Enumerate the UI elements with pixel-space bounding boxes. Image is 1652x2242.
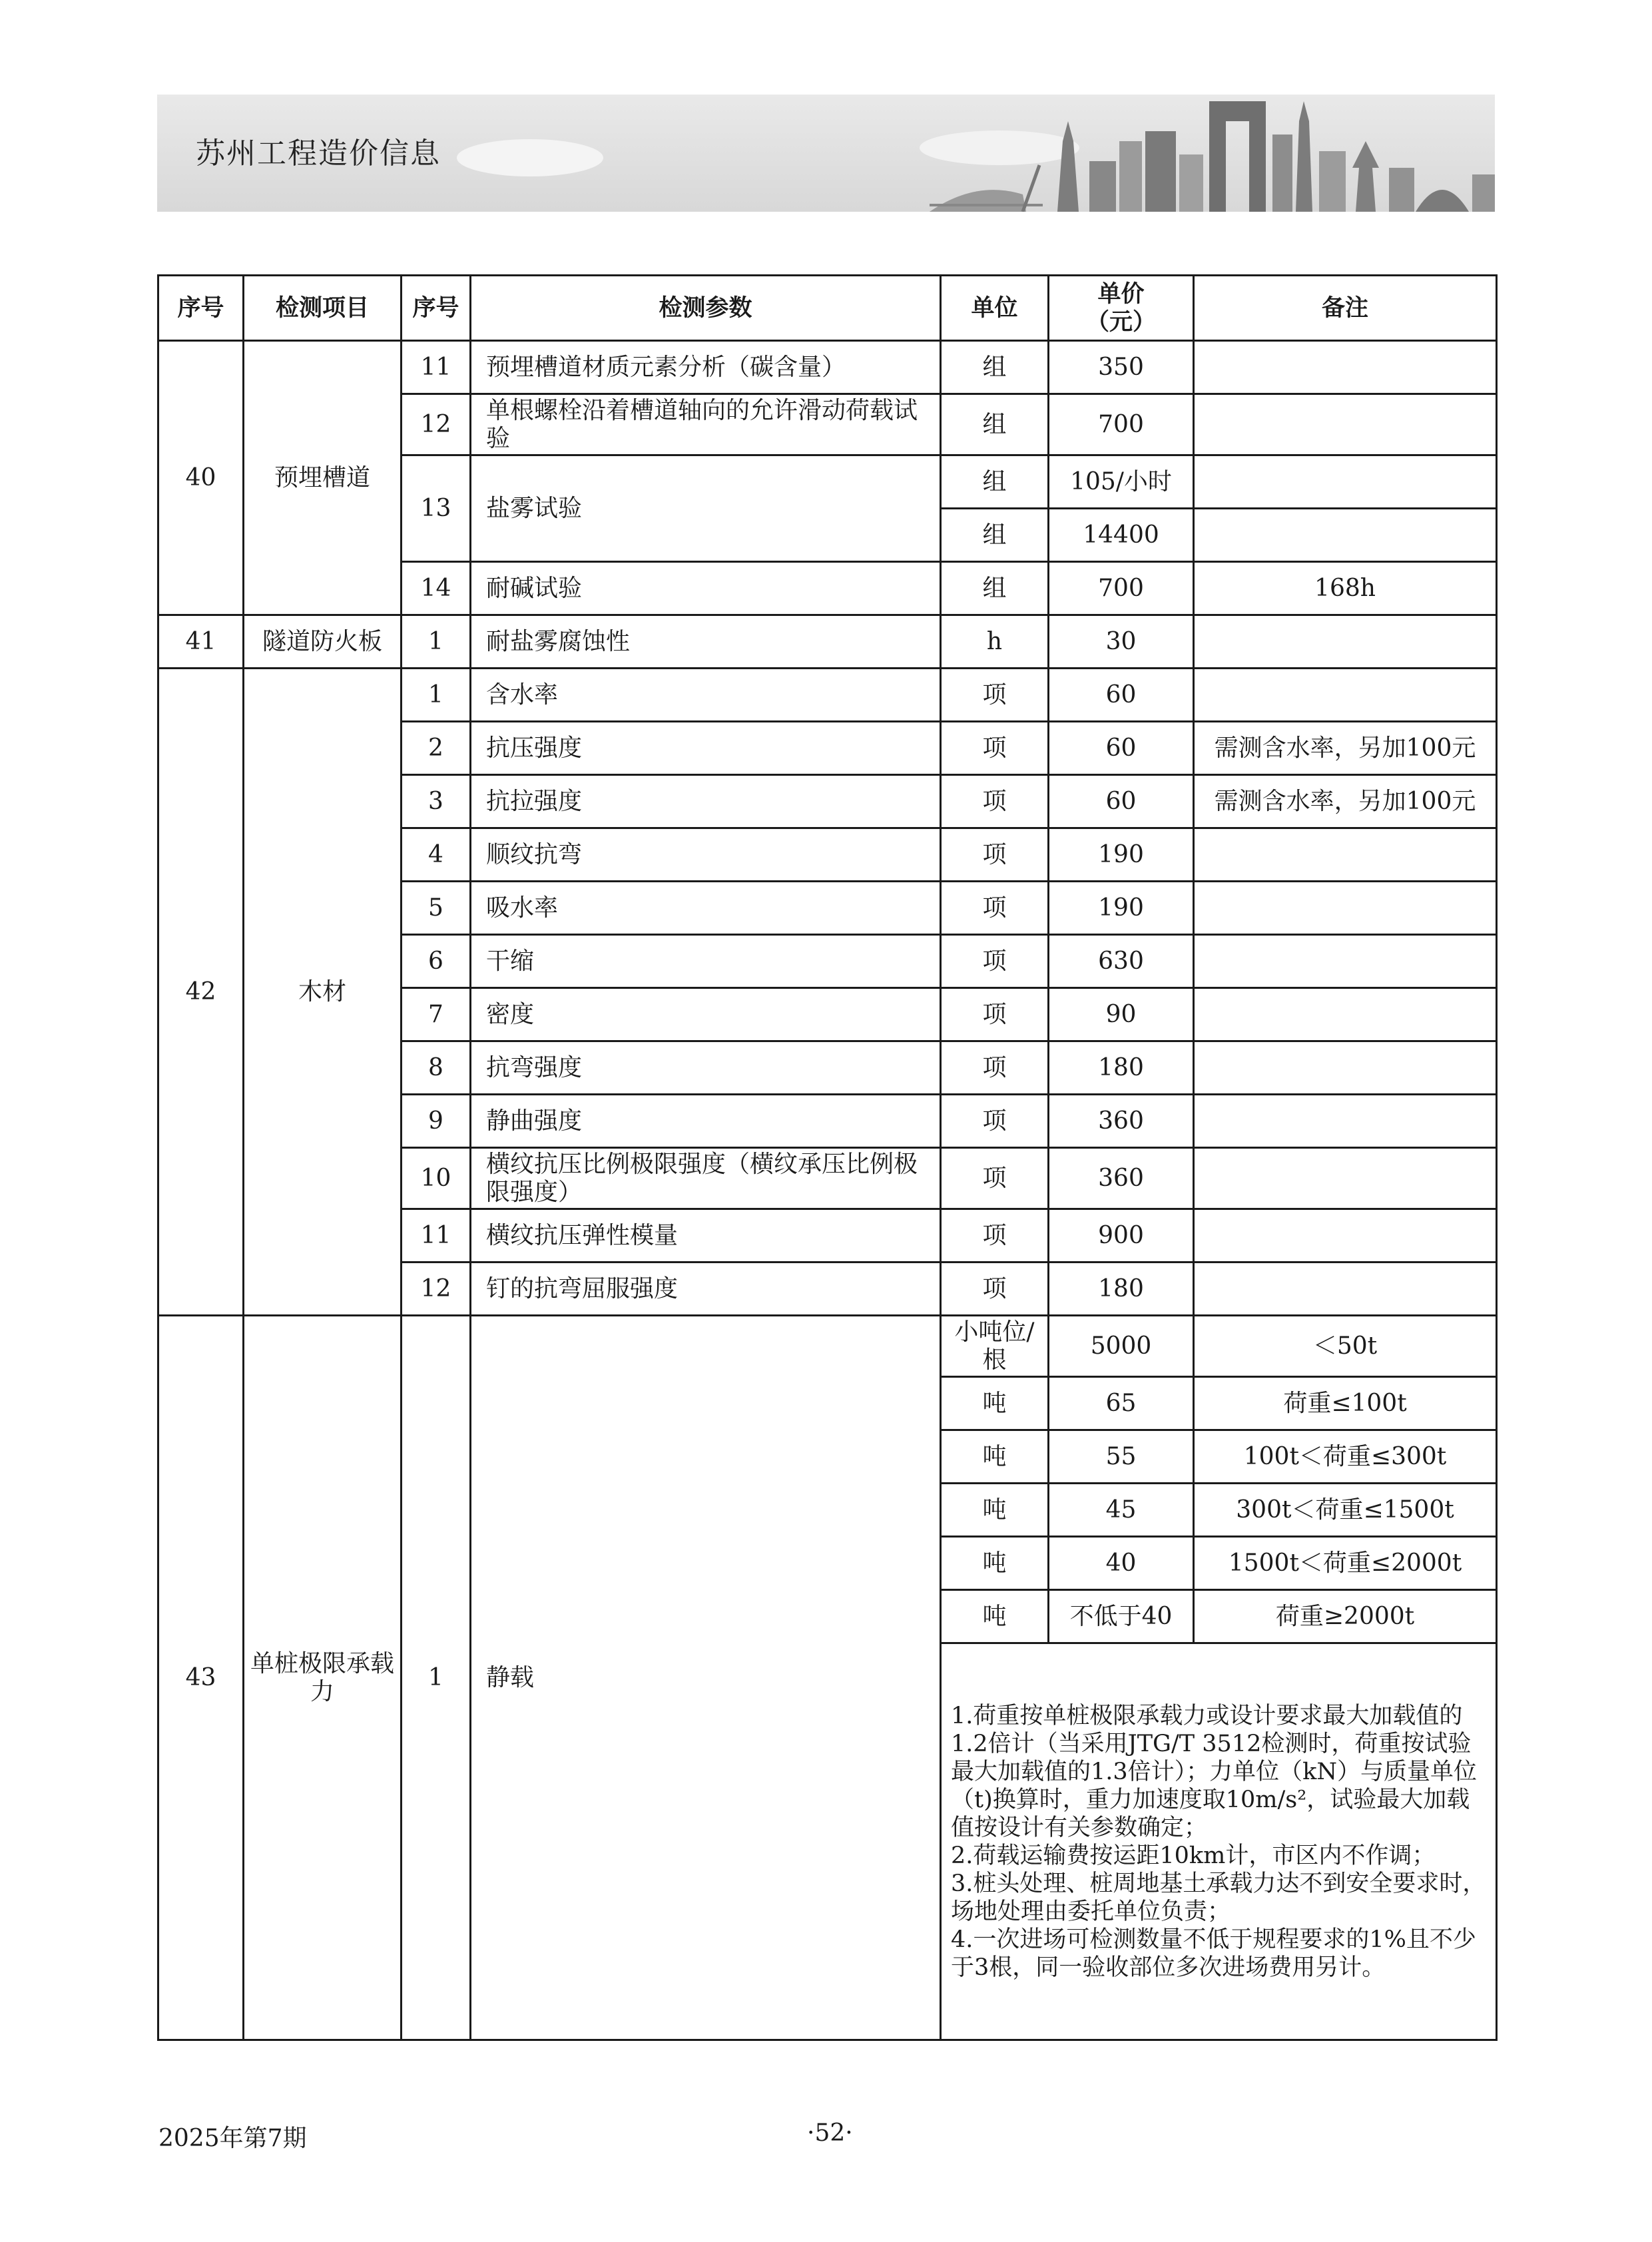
sub-no: 11 [402,1209,471,1262]
sub-no: 3 [402,775,471,828]
unit: 组 [941,341,1049,394]
table-header-row [158,276,1497,341]
unit: 组 [941,455,1049,509]
price: 900 [1049,1209,1194,1262]
param: 含水率 [471,669,941,722]
unit: 项 [941,1262,1049,1316]
price: 700 [1049,394,1194,455]
col-header-no: 序号 [158,276,244,341]
note [1194,1262,1497,1316]
sub-no: 1 [402,615,471,669]
param: 横纹抗压比例极限强度（横纹承压比例极限强度） [471,1148,941,1209]
col-header-unit: 单位 [941,276,1049,341]
price: 60 [1049,775,1194,828]
sub-no: 11 [402,341,471,394]
param: 耐碱试验 [471,562,941,615]
param: 密度 [471,988,941,1041]
footer-issue: 2025年第7期 [158,2125,307,2152]
note [1194,509,1497,562]
param: 静曲强度 [471,1095,941,1148]
price: 60 [1049,669,1194,722]
price: 65 [1049,1377,1194,1430]
price: 30 [1049,615,1194,669]
note [1194,988,1497,1041]
price-table [157,274,1498,2041]
footer-page-number: ·52· [807,2119,853,2147]
publication-title: 苏州工程造价信息 [196,137,441,170]
sub-no: 12 [402,394,471,455]
unit: 吨 [941,1430,1049,1484]
price: 90 [1049,988,1194,1041]
note [1194,669,1497,722]
unit: 吨 [941,1590,1049,1643]
unit: 吨 [941,1377,1049,1430]
note: 荷重≥2000t [1194,1590,1497,1643]
table-row [158,341,1497,394]
unit: 小吨位/根 [941,1316,1049,1377]
param: 干缩 [471,935,941,988]
note [1194,882,1497,935]
col-header-param: 检测参数 [471,276,941,341]
param: 吸水率 [471,882,941,935]
bridge-shape [930,190,1026,212]
unit: 项 [941,988,1049,1041]
note: ＜50t [1194,1316,1497,1377]
price: 40 [1049,1537,1194,1590]
price: 5000 [1049,1316,1194,1377]
price: 不低于40 [1049,1590,1194,1643]
sub-no: 1 [402,1316,471,2040]
param: 单根螺栓沿着槽道轴向的允许滑动荷载试验 [471,394,941,455]
sub-no: 14 [402,562,471,615]
note [1194,935,1497,988]
unit: 项 [941,828,1049,882]
price: 630 [1049,935,1194,988]
note [1194,1148,1497,1209]
group-item: 木材 [244,669,402,1316]
param: 静载 [471,1316,941,2040]
group-item: 单桩极限承载力 [244,1316,402,2040]
price: 45 [1049,1484,1194,1537]
sub-no: 5 [402,882,471,935]
unit: 项 [941,935,1049,988]
sub-no: 12 [402,1262,471,1316]
table-row [158,1316,1497,1377]
param: 耐盐雾腐蚀性 [471,615,941,669]
price: 55 [1049,1430,1194,1484]
sub-no: 9 [402,1095,471,1148]
param: 抗弯强度 [471,1041,941,1095]
sub-no: 13 [402,455,471,562]
price: 180 [1049,1041,1194,1095]
price: 350 [1049,341,1194,394]
group-no: 43 [158,1316,244,2040]
note: 1500t＜荷重≤2000t [1194,1537,1497,1590]
table-row [158,615,1497,669]
price: 190 [1049,882,1194,935]
col-header-item: 检测项目 [244,276,402,341]
note [1194,394,1497,455]
param: 横纹抗压弹性模量 [471,1209,941,1262]
note: 需测含水率，另加100元 [1194,775,1497,828]
unit: 吨 [941,1537,1049,1590]
unit: 项 [941,1095,1049,1148]
pagoda-shape [1057,121,1079,212]
sub-no: 7 [402,988,471,1041]
note: 荷重≤100t [1194,1377,1497,1430]
param: 钉的抗弯屈服强度 [471,1262,941,1316]
unit: 项 [941,722,1049,775]
param: 预埋槽道材质元素分析（碳含量） [471,341,941,394]
sub-no: 8 [402,1041,471,1095]
remark-line: 4.一次进场可检测数量不低于规程要求的1%且不少于3根，同一验收部位多次进场费用另计。 [951,1926,1476,1981]
sub-no: 4 [402,828,471,882]
note: 168h [1194,562,1497,615]
table-row [158,669,1497,722]
price: 14400 [1049,509,1194,562]
price: 360 [1049,1148,1194,1209]
tower-gate-shape [1209,101,1266,212]
sub-no: 6 [402,935,471,988]
price: 60 [1049,722,1194,775]
note: 需测含水率，另加100元 [1194,722,1497,775]
unit: 吨 [941,1484,1049,1537]
unit: 项 [941,1041,1049,1095]
unit: h [941,615,1049,669]
price: 360 [1049,1095,1194,1148]
sub-no: 10 [402,1148,471,1209]
note [1194,828,1497,882]
price: 105/小时 [1049,455,1194,509]
unit: 组 [941,394,1049,455]
group-no: 42 [158,669,244,1316]
group-no: 40 [158,341,244,615]
unit: 项 [941,1209,1049,1262]
param: 顺纹抗弯 [471,828,941,882]
note [1194,1209,1497,1262]
note: 100t＜荷重≤300t [1194,1430,1497,1484]
note [1194,341,1497,394]
price: 700 [1049,562,1194,615]
param: 抗压强度 [471,722,941,775]
remark-line: 2.荷载运输费按运距10km计，市区内不作调； [951,1842,1436,1869]
remarks-cell [941,1643,1497,2040]
sub-no: 1 [402,669,471,722]
price: 190 [1049,828,1194,882]
note [1194,1095,1497,1148]
sub-no: 2 [402,722,471,775]
header-banner [157,95,1495,212]
unit: 组 [941,509,1049,562]
group-item: 隧道防火板 [244,615,402,669]
cloud-shape [457,139,603,176]
note: 300t＜荷重≤1500t [1194,1484,1497,1537]
cloud-shape [920,131,1079,165]
note [1194,455,1497,509]
col-header-subno: 序号 [402,276,471,341]
price: 180 [1049,1262,1194,1316]
param: 抗拉强度 [471,775,941,828]
unit: 项 [941,669,1049,722]
group-item: 预埋槽道 [244,341,402,615]
unit: 项 [941,882,1049,935]
group-no: 41 [158,615,244,669]
col-header-price: 单价（元） [1049,276,1194,341]
remark-line: 1.荷重按单桩极限承载力或设计要求最大加载值的1.2倍计（当采用JTG/T 3512检测时，荷重按试验最大加载值的1.3倍计）；力单位（kN）与质量单位（t)换算时，重力加速度取10m/s²，试验最大加载值按设计有关参数确定； [951,1702,1477,1841]
unit: 项 [941,1148,1049,1209]
col-header-note: 备注 [1194,276,1497,341]
unit: 项 [941,775,1049,828]
unit: 组 [941,562,1049,615]
param: 盐雾试验 [471,455,941,562]
remark-line: 3.桩头处理、桩周地基土承载力达不到安全要求时，场地处理由委托单位负责； [951,1870,1486,1925]
note [1194,1041,1497,1095]
note [1194,615,1497,669]
